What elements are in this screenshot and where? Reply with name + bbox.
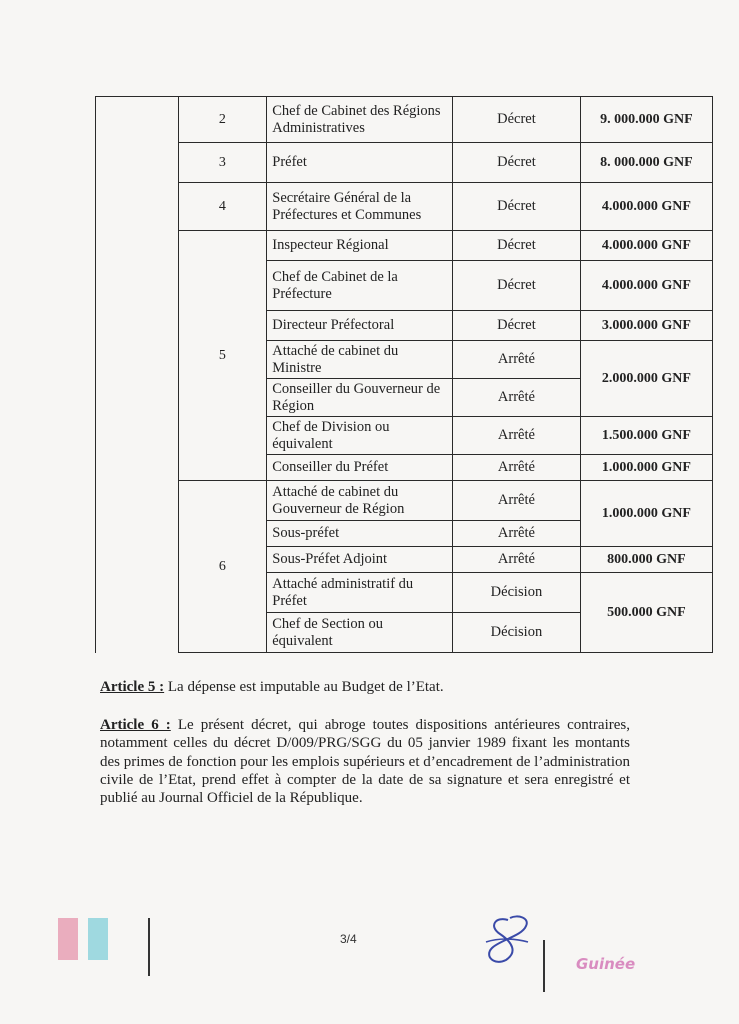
amount-cell: 1.000.000 GNF xyxy=(580,481,712,547)
table-row xyxy=(96,481,713,521)
function-cell: Directeur Préfectoral xyxy=(267,311,453,341)
function-cell: Inspecteur Régional xyxy=(267,231,453,261)
act-cell: Décret xyxy=(452,261,580,311)
function-cell: Chef de Section ou équivalent xyxy=(267,613,453,653)
function-cell: Sous-Préfet Adjoint xyxy=(267,547,453,573)
rank-cell: 2 xyxy=(178,97,267,143)
act-cell: Arrêté xyxy=(452,341,580,379)
vertical-rule-right xyxy=(543,940,545,992)
amount-cell: 8. 000.000 GNF xyxy=(580,143,712,183)
function-cell: Sous-préfet xyxy=(267,521,453,547)
act-cell: Décret xyxy=(452,311,580,341)
function-cell: Attaché administratif du Préfet xyxy=(267,573,453,613)
article-6-label: Article 6 : xyxy=(100,717,171,733)
function-cell: Attaché de cabinet du Gouverneur de Région xyxy=(267,481,453,521)
act-cell: Décret xyxy=(452,231,580,261)
article-5 xyxy=(100,678,630,696)
function-cell: Chef de Cabinet de la Préfecture xyxy=(267,261,453,311)
rank-cell: 4 xyxy=(178,183,267,231)
rank-cell: 5 xyxy=(178,231,267,481)
vertical-rule-left xyxy=(148,918,150,976)
flag-blue-mark xyxy=(88,918,108,960)
act-cell: Arrêté xyxy=(452,547,580,573)
act-cell: Décision xyxy=(452,573,580,613)
table-row xyxy=(96,143,713,183)
amount-cell: 4.000.000 GNF xyxy=(580,261,712,311)
function-cell: Préfet xyxy=(267,143,453,183)
function-cell: Secrétaire Général de la Préfectures et Communes xyxy=(267,183,453,231)
amount-cell: 800.000 GNF xyxy=(580,547,712,573)
amount-cell: 500.000 GNF xyxy=(580,573,712,653)
act-cell: Décision xyxy=(452,613,580,653)
article-6-text: Le présent décret, qui abroge toutes dispositions antérieures contraires, notamment celles du décret D/009/PRG/SGG du 05 janvier 1989 fixant les montants des primes de fonction pour les emplois supérieurs et d’encadrement de l’administration civile de l’Etat, prend effet à compter de la date de sa signature et sera enregistré et publié au Journal Officiel de la République. xyxy=(100,717,630,807)
guinee-stamp: Guinée xyxy=(576,955,636,973)
act-cell: Décret xyxy=(452,97,580,143)
function-cell: Chef de Division ou équivalent xyxy=(267,417,453,455)
amount-cell: 4.000.000 GNF xyxy=(580,231,712,261)
act-cell: Décret xyxy=(452,183,580,231)
function-cell: Conseiller du Préfet xyxy=(267,455,453,481)
amount-cell: 9. 000.000 GNF xyxy=(580,97,712,143)
flag-red-mark xyxy=(58,918,78,960)
table-row xyxy=(96,231,713,261)
act-cell: Arrêté xyxy=(452,455,580,481)
act-cell: Arrêté xyxy=(452,481,580,521)
blank-column xyxy=(96,97,179,653)
act-cell: Arrêté xyxy=(452,379,580,417)
act-cell: Arrêté xyxy=(452,417,580,455)
amount-cell: 2.000.000 GNF xyxy=(580,341,712,417)
function-cell: Attaché de cabinet du Ministre xyxy=(267,341,453,379)
table-row xyxy=(96,183,713,231)
article-5-label: Article 5 : xyxy=(100,679,165,695)
page-number: 3/4 xyxy=(340,932,357,946)
amount-cell: 1.500.000 GNF xyxy=(580,417,712,455)
amount-cell: 1.000.000 GNF xyxy=(580,455,712,481)
signature-icon xyxy=(478,912,538,968)
table-row xyxy=(96,97,713,143)
act-cell: Arrêté xyxy=(452,521,580,547)
amount-cell: 3.000.000 GNF xyxy=(580,311,712,341)
article-5-text: La dépense est imputable au Budget de l’Etat. xyxy=(167,679,444,695)
salary-table xyxy=(95,96,713,653)
article-6 xyxy=(100,716,630,807)
function-cell: Conseiller du Gouverneur de Région xyxy=(267,379,453,417)
rank-cell: 6 xyxy=(178,481,267,653)
amount-cell: 4.000.000 GNF xyxy=(580,183,712,231)
act-cell: Décret xyxy=(452,143,580,183)
function-cell: Chef de Cabinet des Régions Administratives xyxy=(267,97,453,143)
rank-cell: 3 xyxy=(178,143,267,183)
